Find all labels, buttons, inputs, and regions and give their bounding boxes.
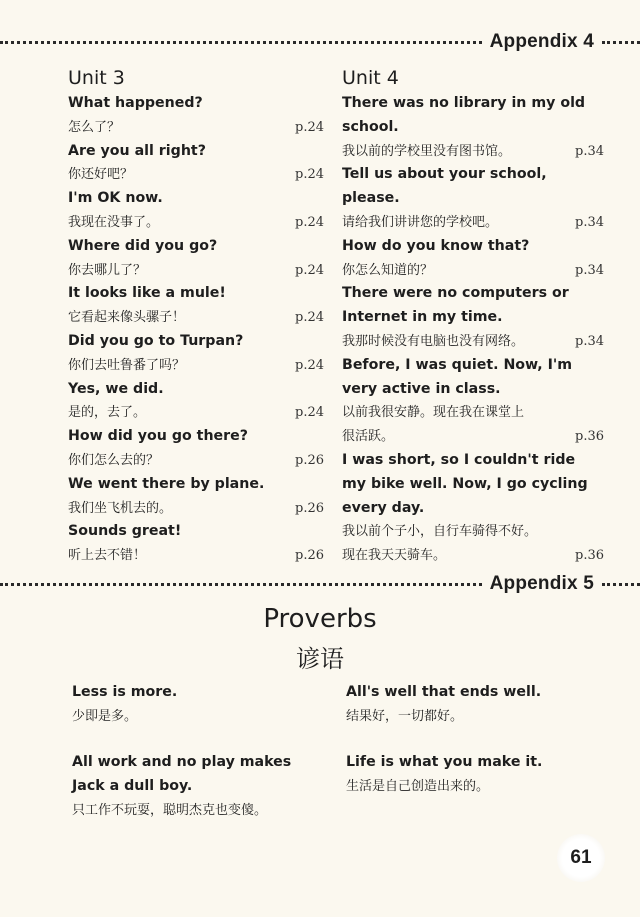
- phrase-chinese: 怎么了？: [68, 119, 121, 135]
- page-reference: p.24: [295, 405, 324, 421]
- proverb-item: [72, 680, 332, 730]
- phrase-translation-row: [342, 544, 604, 568]
- phrase-english: Sounds great!: [68, 523, 182, 540]
- page-reference: p.24: [295, 357, 324, 373]
- phrase-translation-row: [342, 520, 604, 544]
- phrase-english: I was short, so I couldn't ride my bike well. Now, I go cycling every day.: [342, 451, 588, 516]
- page-reference: p.34: [575, 262, 604, 278]
- phrase-chinese: 我那时候没有电脑也没有网络。: [342, 333, 525, 349]
- phrase-translation-row: [68, 354, 324, 378]
- page-reference: p.24: [295, 167, 324, 183]
- phrase-chinese: 请给我们讲讲您的学校吧。: [342, 214, 499, 230]
- proverb-item: [72, 750, 328, 824]
- phrase-english: What happened?: [68, 95, 203, 111]
- phrase-translation-row: [68, 163, 324, 187]
- phrase-translation-row: [68, 259, 324, 283]
- phrase-chinese: 很活跃。: [342, 429, 395, 445]
- phrase-translation-row: [68, 116, 324, 140]
- phrase-chinese: 我以前的学校里没有图书馆。: [342, 143, 512, 159]
- phrase-translation-row: [342, 211, 604, 235]
- page-reference: p.24: [295, 310, 324, 326]
- phrase-chinese: 我们坐飞机去的。: [68, 500, 173, 516]
- phrase-chinese: 你还好吧？: [68, 167, 134, 183]
- phrase-chinese: 现在我天天骑车。: [342, 548, 447, 564]
- appendix-4-title: Appendix 4: [489, 31, 594, 52]
- proverb-english: Less is more.: [72, 684, 178, 700]
- phrase-translation-row: [342, 425, 604, 449]
- phrase-translation-row: [342, 401, 604, 425]
- phrase-english: There were no computers or Internet in my time.: [342, 285, 569, 326]
- page-reference: p.26: [295, 500, 324, 516]
- appendix-5-title: Appendix 5: [489, 573, 594, 594]
- phrase-english: Did you go to Turpan?: [68, 332, 244, 349]
- page-reference: p.34: [575, 214, 604, 230]
- unit-3-column: [68, 66, 324, 568]
- phrase-english: We went there by plane.: [68, 475, 265, 492]
- proverb-english: All work and no play makes Jack a dull boy.: [72, 754, 292, 794]
- unit-3-phrase-list: [68, 92, 324, 568]
- phrase-english: How do you know that?: [342, 237, 530, 254]
- page-reference: p.24: [295, 262, 324, 278]
- proverb-chinese: 少即是多。: [72, 709, 138, 724]
- phrase-chinese: 听上去不错！: [68, 548, 147, 564]
- phrase-chinese: 是的，去了。: [68, 405, 147, 421]
- dotted-rule-right: [602, 583, 640, 586]
- proverb-chinese: 只工作不玩耍，聪明杰克也变傻。: [72, 803, 268, 818]
- proverb-chinese: 结果好，一切都好。: [346, 709, 464, 724]
- phrase-translation-row: [68, 497, 324, 521]
- proverb-english: All's well that ends well.: [346, 684, 542, 700]
- phrase-translation-row: [68, 449, 324, 473]
- dotted-rule-left: [0, 583, 482, 586]
- page-reference: p.36: [575, 429, 604, 445]
- phrase-english: I'm OK now.: [68, 190, 163, 207]
- phrase-translation-row: [68, 211, 324, 235]
- proverb-item: [346, 680, 606, 730]
- proverb-english: Life is what you make it.: [346, 754, 543, 770]
- page-reference: p.26: [295, 452, 324, 468]
- phrase-chinese: 我现在没事了。: [68, 214, 160, 230]
- unit-3-title: Unit 3: [68, 67, 125, 89]
- phrase-english: It looks like a mule!: [68, 285, 226, 302]
- page-reference: p.24: [295, 214, 324, 230]
- dotted-rule-left: [0, 41, 482, 44]
- page-reference: p.34: [575, 143, 604, 159]
- page-reference: p.36: [575, 548, 604, 564]
- page-reference: p.26: [295, 548, 324, 564]
- phrase-translation-row: [342, 330, 604, 354]
- phrase-english: Yes, we did.: [68, 380, 164, 397]
- appendix-5-header: [0, 572, 640, 596]
- phrase-translation-row: [68, 544, 324, 568]
- phrase-english: Tell us about your school, please.: [342, 166, 547, 207]
- proverbs-heading-chinese: 谚语: [296, 645, 344, 673]
- phrase-chinese: 你们怎么去的？: [68, 452, 160, 468]
- phrase-english: How did you go there?: [68, 428, 249, 445]
- appendix-4-header: [0, 30, 640, 54]
- proverb-item: [346, 750, 606, 800]
- phrase-english: Are you all right?: [68, 142, 206, 159]
- phrase-chinese: 以前我很安静。现在我在课堂上: [342, 405, 525, 421]
- unit-4-column: [342, 66, 604, 568]
- phrase-chinese: 它看起来像头骡子！: [68, 310, 186, 326]
- phrase-chinese: 我以前个子小，自行车骑得不好。: [342, 524, 538, 540]
- phrase-chinese: 你们去吐鲁番了吗？: [68, 357, 186, 373]
- phrase-chinese: 你去哪儿了？: [68, 262, 147, 278]
- phrase-english: Where did you go?: [68, 237, 218, 254]
- phrase-chinese: 你怎么知道的？: [342, 262, 434, 278]
- phrase-english: There was no library in my old school.: [342, 95, 586, 135]
- dotted-rule-right: [602, 41, 640, 44]
- unit-4-phrase-list: [342, 92, 604, 568]
- phrase-english: Before, I was quiet. Now, I'm very active in class.: [342, 356, 572, 397]
- page-reference: p.34: [575, 333, 604, 349]
- phrase-translation-row: [68, 401, 324, 425]
- page-reference: p.24: [295, 119, 324, 135]
- phrase-translation-row: [342, 259, 604, 283]
- unit-4-title: Unit 4: [342, 67, 399, 89]
- proverb-chinese: 生活是自己创造出来的。: [346, 779, 490, 794]
- phrase-translation-row: [342, 140, 604, 164]
- page-number: 61: [557, 834, 605, 882]
- proverbs-heading: Proverbs: [263, 604, 377, 634]
- phrase-translation-row: [68, 306, 324, 330]
